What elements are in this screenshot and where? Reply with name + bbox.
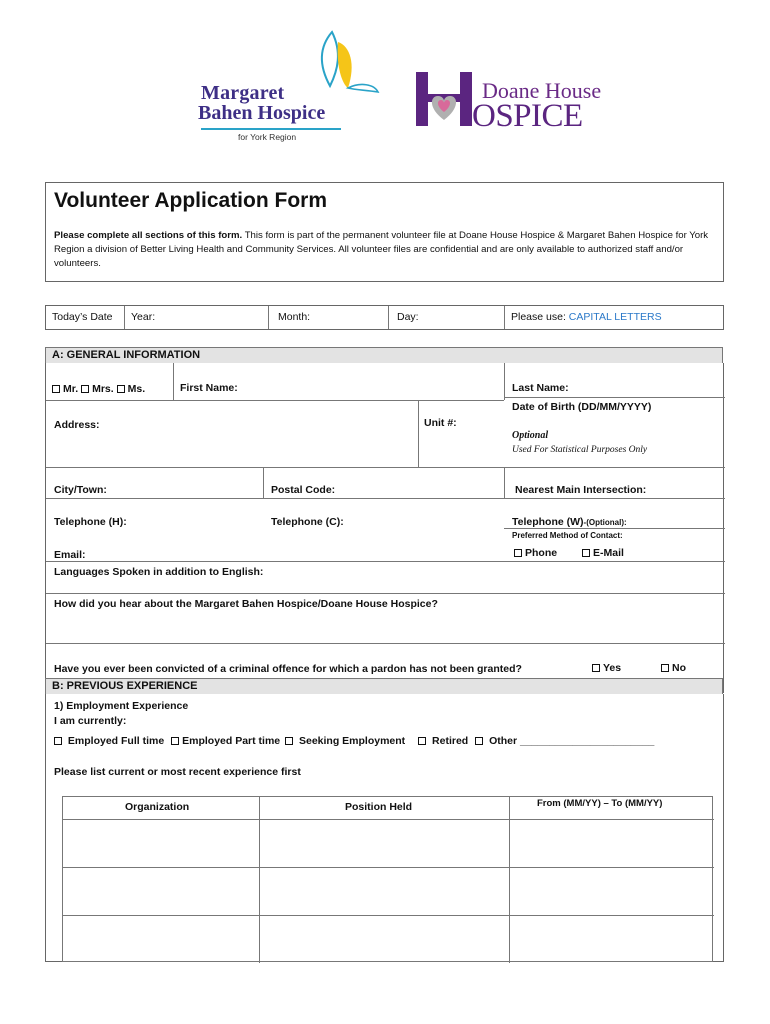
part-time-checkbox[interactable] <box>171 737 179 745</box>
intro-text: This form is part of the permanent volunteer file at Doane House Hospice & Margaret Bahen Hospice for York Region a division of Better Living Health and Community Services. All volunteer files are confidential and are only available to authorized staff and/or volunteers. <box>54 230 709 269</box>
city-field[interactable]: City/Town: <box>54 484 107 496</box>
margaret-logo-line2: Bahen Hospice <box>198 102 326 124</box>
day-field[interactable]: Day: <box>397 311 419 323</box>
statistical-note: Used For Statistical Purposes Only <box>512 445 648 455</box>
hear-about-field[interactable]: How did you hear about the Margaret Bahen Hospice/Doane House Hospice? <box>54 598 438 610</box>
title-checkboxes <box>52 383 145 395</box>
intro-bold: Please complete all sections of this form. <box>54 230 243 241</box>
section-b-header: B: PREVIOUS EXPERIENCE <box>45 678 723 695</box>
please-use-label: Please use: <box>511 311 569 323</box>
convicted-yes-option[interactable] <box>592 662 621 674</box>
unit-field[interactable]: Unit #: <box>424 417 457 429</box>
date-row <box>45 305 724 330</box>
margaret-logo-line1: Margaret <box>201 82 285 104</box>
logo-underline <box>201 128 341 130</box>
list-instruction: Please list current or most recent experience first <box>54 766 301 778</box>
section-a-header: A: GENERAL INFORMATION <box>45 347 723 364</box>
email-option-label: E-Mail <box>593 547 624 559</box>
col-position: Position Held <box>345 801 413 813</box>
telephone-work-optional: -(Optional): <box>583 518 627 527</box>
ms-label: Ms. <box>127 383 146 395</box>
capital-letters-note <box>511 311 662 323</box>
yes-label: Yes <box>603 662 622 674</box>
preferred-contact-label: Preferred Method of Contact: <box>512 531 623 540</box>
no-checkbox[interactable] <box>661 664 669 672</box>
employment-status-row <box>54 735 654 747</box>
languages-field[interactable]: Languages Spoken in addition to English: <box>54 566 264 578</box>
mr-label: Mr. <box>63 383 79 395</box>
ms-checkbox[interactable] <box>117 385 125 393</box>
yes-checkbox[interactable] <box>592 664 600 672</box>
seeking-checkbox[interactable] <box>285 737 293 745</box>
form-intro <box>54 229 715 271</box>
no-label: No <box>672 662 686 674</box>
mrs-label: Mrs. <box>92 383 114 395</box>
margaret-bahen-logo <box>198 24 388 144</box>
month-field[interactable]: Month: <box>278 311 311 323</box>
margaret-logo-line3: for York Region <box>238 132 297 142</box>
heart-house-icon <box>414 68 478 130</box>
part-time-label: Employed Part time <box>182 735 281 747</box>
other-checkbox[interactable] <box>475 737 483 745</box>
doane-house-logo <box>414 68 614 134</box>
butterfly-icon <box>290 24 380 94</box>
form-header-box <box>45 182 724 282</box>
section-a-body <box>45 363 724 693</box>
phone-checkbox[interactable] <box>514 549 522 557</box>
doane-logo-line2: OSPICE <box>472 98 583 134</box>
intersection-field[interactable]: Nearest Main Intersection: <box>515 484 647 496</box>
telephone-work-label: Telephone (W) <box>512 516 584 528</box>
email-field[interactable]: Email: <box>54 549 86 561</box>
full-time-label: Employed Full time <box>67 735 165 747</box>
first-name-field[interactable]: First Name: <box>180 382 238 394</box>
convicted-no-option[interactable] <box>661 662 686 674</box>
mr-checkbox[interactable] <box>52 385 60 393</box>
seeking-label: Seeking Employment <box>298 735 406 747</box>
email-checkbox[interactable] <box>582 549 590 557</box>
telephone-cell-field[interactable]: Telephone (C): <box>271 516 344 528</box>
dob-field[interactable]: Date of Birth (DD/MM/YYYY) <box>512 401 652 413</box>
other-label: Other _______________________ <box>489 735 655 747</box>
experience-table <box>62 796 713 962</box>
postal-code-field[interactable]: Postal Code: <box>271 484 336 496</box>
todays-date-label: Today’s Date <box>52 311 113 323</box>
retired-checkbox[interactable] <box>418 737 426 745</box>
contact-phone-option[interactable] <box>514 547 557 559</box>
telephone-home-field[interactable]: Telephone (H): <box>54 516 127 528</box>
employment-heading: 1) Employment Experience <box>54 700 189 712</box>
last-name-field[interactable]: Last Name: <box>512 382 569 394</box>
col-organization: Organization <box>125 801 190 813</box>
phone-label: Phone <box>525 547 558 559</box>
col-dates: From (MM/YY) – To (MM/YY) <box>537 798 663 809</box>
criminal-question: Have you ever been convicted of a criminal offence for which a pardon has not been granted? <box>54 663 522 675</box>
doane-logo-line1: Doane House <box>482 78 602 103</box>
retired-label: Retired <box>432 735 469 747</box>
year-field[interactable]: Year: <box>131 311 156 323</box>
telephone-work-field[interactable] <box>512 516 627 528</box>
optional-label: Optional <box>512 430 549 441</box>
capital-letters-text: CAPITAL LETTERS <box>568 311 662 323</box>
section-b-body <box>45 694 724 962</box>
contact-email-option[interactable] <box>582 547 624 559</box>
form-title: Volunteer Application Form <box>54 189 328 212</box>
currently-label: I am currently: <box>54 715 127 727</box>
address-field[interactable]: Address: <box>54 419 100 431</box>
full-time-checkbox[interactable] <box>54 737 62 745</box>
mrs-checkbox[interactable] <box>81 385 89 393</box>
